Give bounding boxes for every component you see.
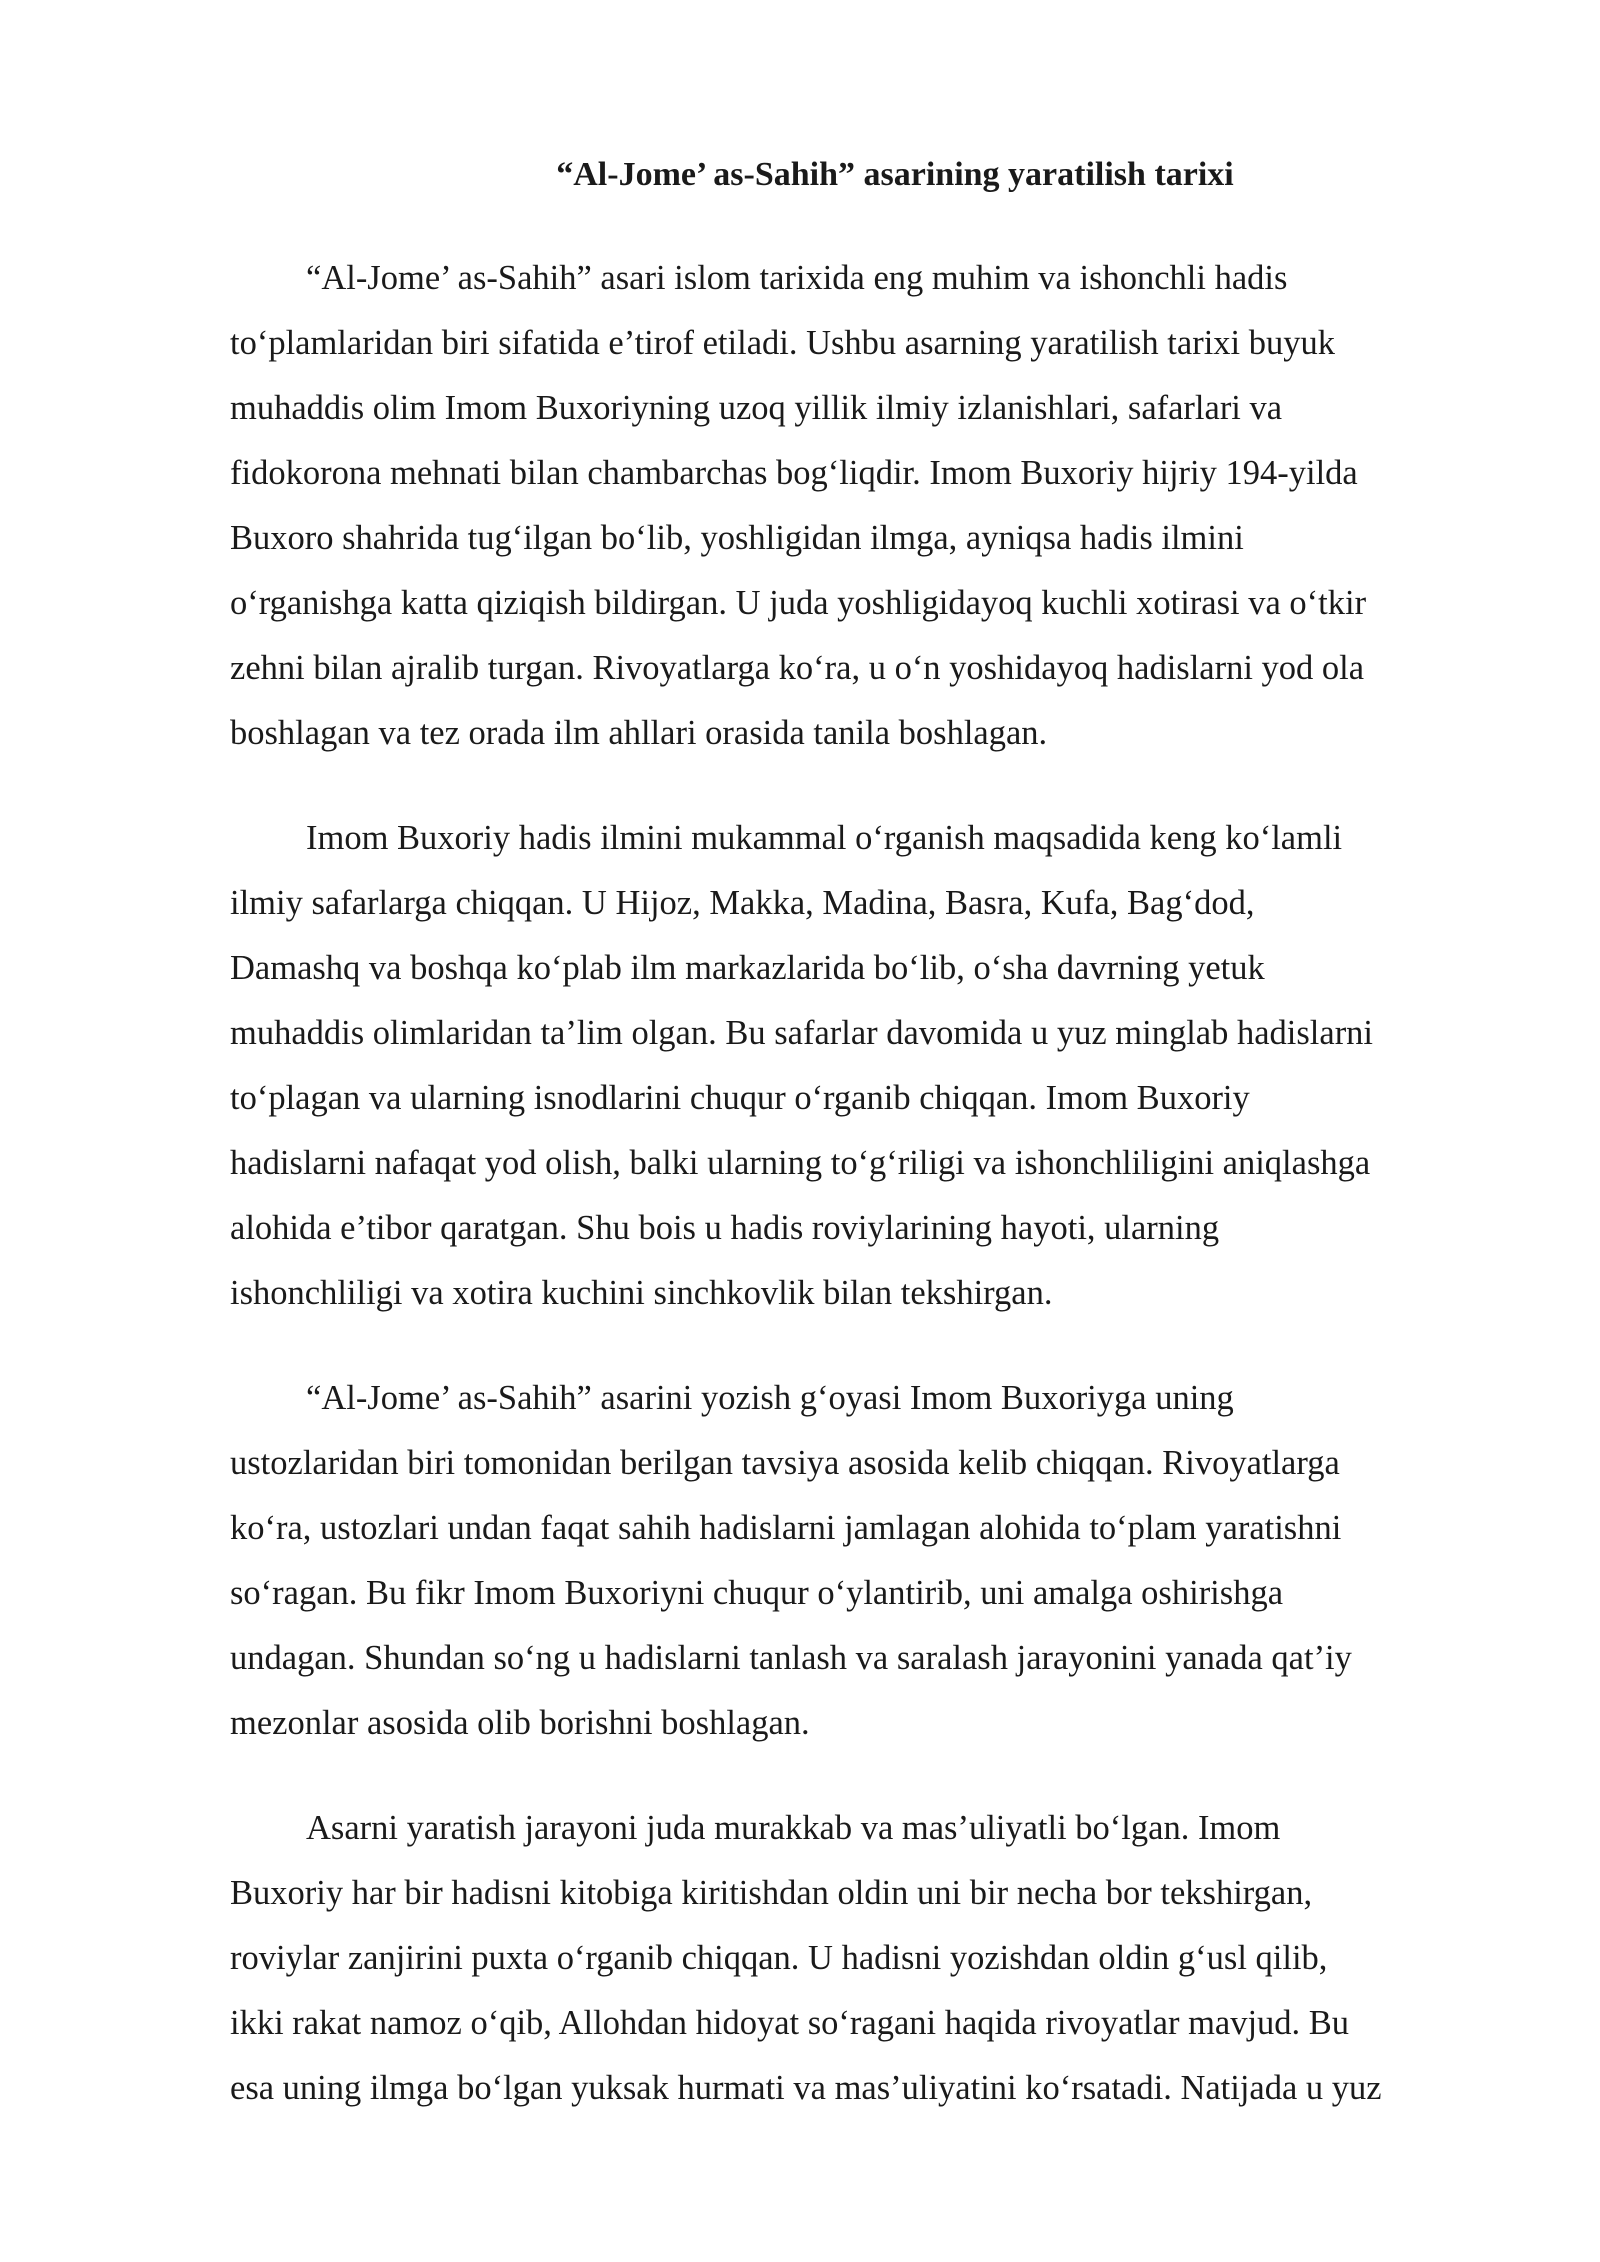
document-title: “Al-Jome’ as-Sahih” asarining yaratilish tarixi [556,156,1234,193]
paragraph-2: Imom Buxoriy hadis ilmini mukammal o‘rganish maqsadida keng ko‘lamli ilmiy safarlarga chiqqan. U Hijoz, Makka, Madina, Basra, Kufa, Bag‘dod, Damashq va boshqa ko‘plab ilm markazlarida bo‘lib, o‘sha davrning yetuk muhaddis olimlaridan ta’lim olgan. Bu safarlar davomida u yuz minglab hadislarni to‘plagan va ularning isnodlarini chuqur o‘rganib chiqqan. Imom Buxoriy hadislarni nafaqat yod olish, balki ularning to‘g‘riligi va ishonchliligini aniqlashga alohida e’tibor qaratgan. Shu bois u hadis roviylarining hayoti, ularning ishonchliligi va xotira kuchini sinchkovlik bilan tekshirgan. [230,819,1374,1312]
paragraph-3: “Al-Jome’ as-Sahih” asarini yozish g‘oyasi Imom Buxoriyga uning ustozlaridan biri tomonidan berilgan tavsiya asosida kelib chiqqan. Rivoyatlarga ko‘ra, ustozlari undan faqat sahih hadislarni jamlagan alohida to‘plam yaratishni so‘ragan. Bu fikr Imom Buxoriyni chuqur o‘ylantirib, uni amalga oshirishga undagan. Shundan so‘ng u hadislarni tanlash va saralash jarayonini yanada qat’iy mezonlar asosida olib borishni boshlagan. [230,1379,1352,1742]
paragraph-4: Asarni yaratish jarayoni juda murakkab va mas’uliyatli bo‘lgan. Imom Buxoriy har bir hadisni kitobiga kiritishdan oldin uni bir necha bor tekshirgan, roviylar zanjirini puxta o‘rganib chiqqan. U hadisni yozishdan oldin g‘usl qilib, ikki rakat namoz o‘qib, Allohdan hidoyat so‘ragani haqida rivoyatlar mavjud. Bu esa uning ilmga bo‘lgan yuksak hurmati va mas’uliyatini ko‘rsatadi. Natijada u yuz [230,1809,1382,2107]
document-body [230,246,1500,2161]
paragraph-1: “Al-Jome’ as-Sahih” asari islom tarixida eng muhim va ishonchli hadis to‘plamlaridan biri sifatida e’tirof etiladi. Ushbu asarning yaratilish tarixi buyuk muhaddis olim Imom Buxoriyning uzoq yillik ilmiy izlanishlari, safarlari va fidokorona mehnati bilan chambarchas bog‘liqdir. Imom Buxoriy hijriy 194-yilda Buxoro shahrida tug‘ilgan bo‘lib, yoshligidan ilmga, ayniqsa hadis ilmini o‘rganishga katta qiziqish bildirgan. U juda yoshligidayoq kuchli xotirasi va o‘tkir zehni bilan ajralib turgan. Rivoyatlarga ko‘ra, u o‘n yoshidayoq hadislarni yod ola boshlagan va tez orada ilm ahllari orasida tanila boshlagan. [230,259,1367,752]
